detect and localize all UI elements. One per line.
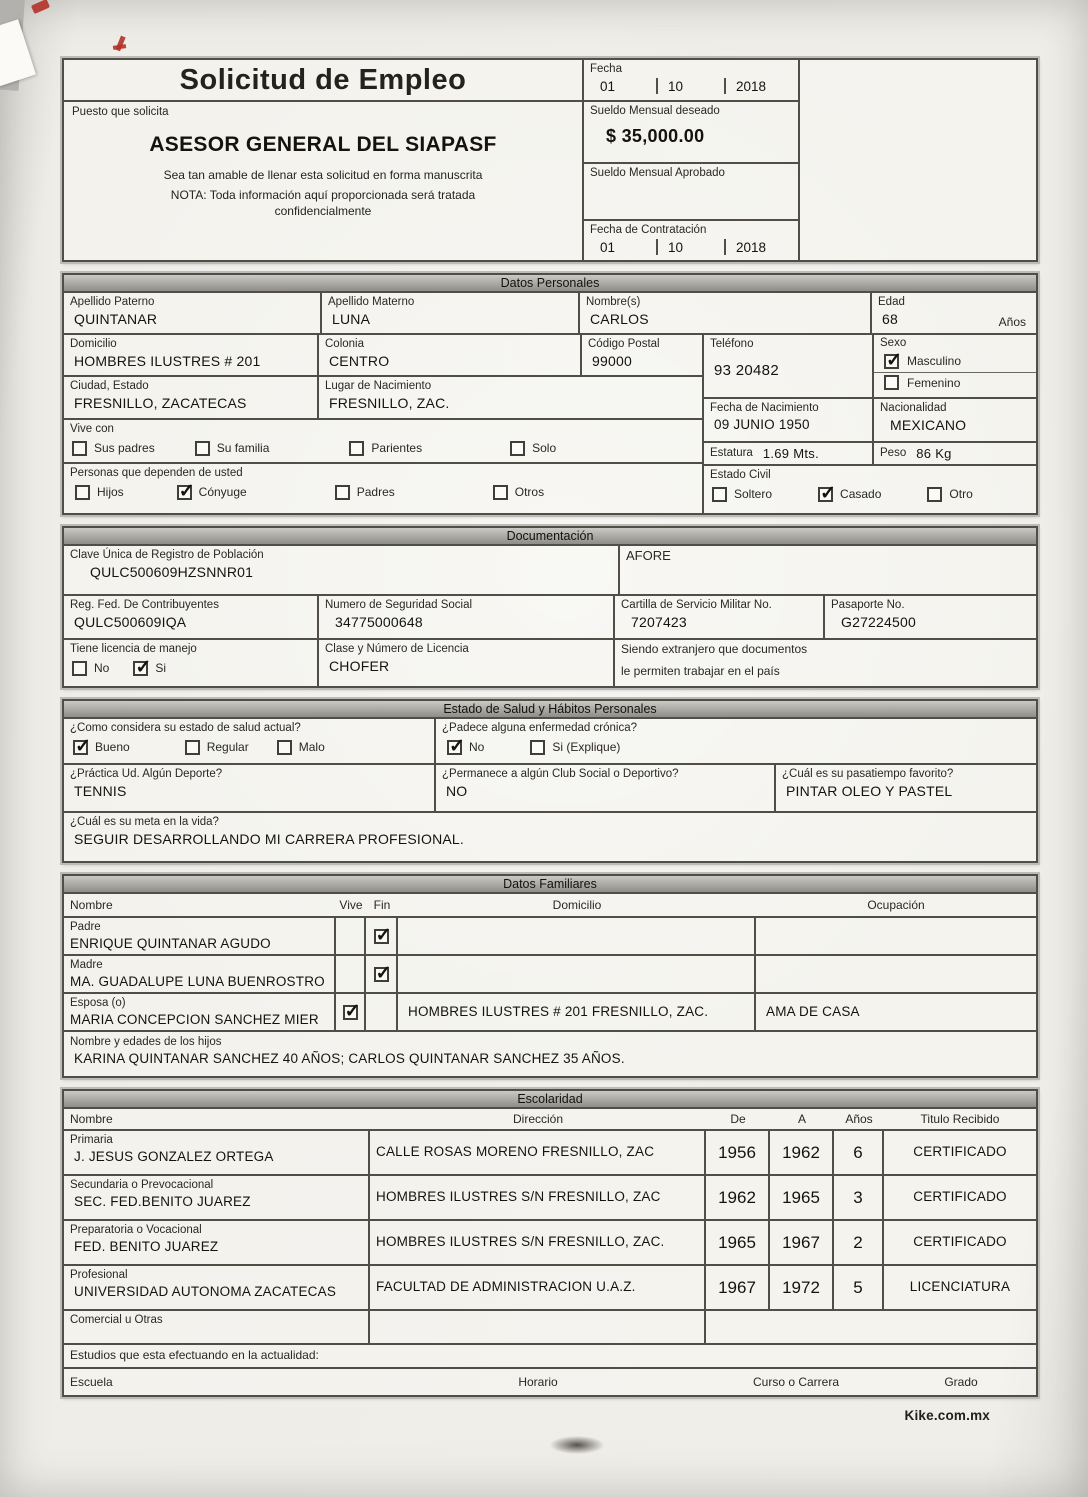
secundaria-a: 1965 [770, 1176, 834, 1219]
pasaporte-field [825, 596, 1036, 638]
licencia-option-si: ✓ Si [133, 661, 166, 676]
nss-label: Numero de Seguridad Social [325, 599, 473, 611]
femenino-checkbox [884, 375, 899, 390]
preparatoria-direccion: HOMBRES ILUSTRES S/N FRESNILLO, ZAC. [376, 1234, 665, 1250]
malo-checkbox [277, 740, 292, 755]
deporte-field [64, 765, 436, 811]
nota-line-2: confidencialmente [274, 204, 372, 219]
header-left-column [64, 60, 584, 260]
licencia-field [64, 640, 319, 686]
documentacion-heading: Documentación [64, 528, 1036, 546]
fecha-nacimiento-label: Fecha de Nacimiento [710, 402, 819, 414]
col-esc-de: De [730, 1112, 746, 1126]
form-title: Solicitud de Empleo [179, 63, 467, 96]
sexo-option-masculino: ✓ Masculino [874, 351, 1036, 372]
meta-label: ¿Cuál es su meta en la vida? [70, 816, 219, 828]
puesto-field [64, 102, 582, 260]
club-field [436, 765, 776, 811]
dependientes-option-hijos: Hijos [75, 485, 124, 500]
vive-con-field [64, 420, 702, 464]
secundaria-de: 1962 [706, 1176, 770, 1219]
codigo-postal-label: Código Postal [588, 338, 660, 350]
estudios-actuales-header-row [64, 1369, 1036, 1395]
profesional-anios: 5 [834, 1266, 884, 1309]
vive-con-option-parientes: Parientes [349, 441, 422, 456]
profesional-direccion: FACULTAD DE ADMINISTRACION U.A.Z. [376, 1279, 636, 1295]
parientes-checkbox [349, 441, 364, 456]
puesto-label: Puesto que solicita [72, 106, 169, 118]
sueldo-aprobado-label: Sueldo Mensual Aprobado [590, 167, 725, 179]
salud-option-malo: Malo [277, 740, 325, 755]
hijos-label: Nombre y edades de los hijos [70, 1036, 222, 1048]
sueldo-deseado-value: $ 35,000.00 [606, 125, 705, 146]
header-middle-column [584, 60, 800, 260]
fecha-field [584, 60, 798, 102]
afore-label: AFORE [626, 548, 671, 563]
vive-con-option-sus-padres: Sus padres [72, 441, 155, 456]
comercial-nivel: Comercial u Otras [70, 1314, 163, 1326]
clase-licencia-label: Clase y Número de Licencia [325, 643, 469, 655]
enfermedad-option-si: Si (Explique) [530, 740, 620, 755]
preparatoria-anios: 2 [834, 1221, 884, 1264]
scan-artifact-torn-paper [0, 19, 36, 87]
preparatoria-nombre: FED. BENITO JUAREZ [74, 1238, 219, 1254]
colonia-label: Colonia [325, 338, 364, 350]
secundaria-nombre: SEC. FED.BENITO JUAREZ [74, 1193, 251, 1209]
clase-licencia-value: CHOFER [329, 657, 390, 674]
peso-label: Peso [880, 447, 907, 460]
col-ocupacion: Ocupación [867, 898, 925, 912]
rfc-label: Reg. Fed. De Contribuyentes [70, 599, 219, 611]
nota-line-1: NOTA: Toda información aquí proporcionada será tratada [170, 187, 476, 202]
preparatoria-de: 1965 [706, 1221, 770, 1264]
codigo-postal-field [582, 335, 702, 375]
lugar-nacimiento-label: Lugar de Nacimiento [325, 380, 432, 392]
fecha-contratacion-label: Fecha de Contratación [590, 224, 707, 236]
estado-civil-label: Estado Civil [710, 469, 771, 481]
apellido-paterno-value: QUINTANAR [74, 310, 158, 327]
profesional-nombre: UNIVERSIDAD AUTONOMA ZACATECAS [74, 1283, 337, 1299]
esposa-fin-checkbox [374, 1005, 389, 1020]
datos-personales-right [704, 335, 1036, 513]
datos-familiares-heading: Datos Familiares [64, 876, 1036, 894]
licencia-no-checkbox [72, 661, 87, 676]
section-datos-personales [62, 273, 1038, 515]
telefono-value: 93 20482 [714, 361, 779, 379]
secundaria-nivel: Secundaria o Prevocacional [70, 1179, 214, 1191]
edad-suffix: Años [998, 314, 1026, 329]
madre-vive-checkbox [343, 967, 358, 982]
secundaria-direccion: HOMBRES ILUSTRES S/N FRESNILLO, ZAC [376, 1189, 661, 1205]
pasatiempo-field [776, 765, 1036, 811]
padre-nombre: ENRIQUE QUINTANAR AGUDO [70, 935, 271, 951]
col-domicilio: Domicilio [552, 898, 602, 912]
club-label: ¿Permanece a algún Club Social o Deportivo? [442, 768, 679, 780]
estado-civil-option-casado: ✓ Casado [818, 487, 881, 502]
salud-heading: Estado de Salud y Hábitos Personales [64, 701, 1036, 719]
padre-fin-checkbox [374, 929, 389, 944]
hijos-checkbox [75, 485, 90, 500]
dependientes-option-otros: Otros [493, 485, 544, 500]
sueldo-deseado-label: Sueldo Mensual deseado [590, 105, 720, 117]
dependientes-option-padres: Padres [335, 485, 395, 500]
sueldo-aprobado-field [584, 164, 798, 221]
col-escuela: Escuela [70, 1375, 113, 1389]
section-salud [62, 699, 1038, 863]
section-documentacion [62, 526, 1038, 688]
profesional-a: 1972 [770, 1266, 834, 1309]
deporte-value: TENNIS [74, 782, 127, 799]
profesional-titulo: LICENCIATURA [909, 1279, 1011, 1295]
solo-checkbox [510, 441, 525, 456]
enfermedad-option-no: ✓ No [447, 740, 484, 755]
col-nombre: Nombre [70, 898, 113, 912]
extranjero-label-1: Siendo extranjero que documentos [621, 642, 808, 656]
vive-con-label: Vive con [70, 423, 114, 435]
estado-civil-field [704, 466, 1036, 513]
col-esc-nombre: Nombre [70, 1112, 113, 1126]
header-section [62, 58, 1038, 262]
col-esc-direccion: Dirección [512, 1112, 563, 1126]
padres-checkbox [335, 485, 350, 500]
nacionalidad-label: Nacionalidad [880, 402, 947, 414]
telefono-label: Teléfono [710, 338, 754, 350]
col-vive: Vive [339, 898, 363, 912]
peso-value: 86 Kg [916, 446, 952, 461]
domicilio-value: HOMBRES ILUSTRES # 201 [74, 352, 261, 369]
licencia-option-no: No [72, 661, 109, 676]
fecha-anio: 2018 [724, 78, 792, 94]
esposa-ocupacion: AMA DE CASA [766, 1003, 860, 1019]
vive-con-option-su-familia: Su familia [195, 441, 270, 456]
sueldo-deseado-field [584, 102, 798, 164]
scan-artifact-ink-blob [550, 1436, 604, 1454]
primaria-nombre: J. JESUS GONZALEZ ORTEGA [74, 1148, 274, 1164]
fecha-contratacion-value [590, 239, 792, 255]
madre-fin-checkbox [374, 967, 389, 982]
colonia-value: CENTRO [329, 352, 390, 369]
estado-civil-option-soltero: Soltero [712, 487, 772, 502]
cartilla-label: Cartilla de Servicio Militar No. [621, 599, 772, 611]
curp-value: QULC500609HZSNNR01 [90, 563, 254, 580]
nota-text [72, 187, 574, 219]
vive-con-option-solo: Solo [510, 441, 556, 456]
telefono-field [704, 335, 874, 397]
meta-value: SEGUIR DESARROLLANDO MI CARRERA PROFESIONAL. [74, 830, 464, 847]
extranjero-label-2: le permiten trabajar en el país [621, 663, 780, 678]
col-fin: Fin [373, 898, 391, 912]
fecha-mes: 10 [656, 78, 724, 94]
estudios-actuales-field [64, 1345, 1036, 1369]
scan-artifact-red-mark-1 [31, 0, 50, 14]
edad-label: Edad [878, 296, 905, 308]
dependientes-field [64, 464, 702, 513]
primaria-de: 1956 [706, 1131, 770, 1174]
bueno-checkbox [73, 740, 88, 755]
curp-label: Clave Única de Registro de Población [70, 549, 264, 561]
contratacion-mes: 10 [656, 239, 724, 255]
estatura-value: 1.69 Mts. [762, 446, 819, 461]
comercial-resto [706, 1311, 1036, 1343]
escolaridad-row-preparatoria [64, 1221, 1036, 1266]
estado-salud-field [64, 719, 436, 763]
secundaria-anios: 3 [834, 1176, 884, 1219]
conyuge-checkbox [177, 485, 192, 500]
pasaporte-label: Pasaporte No. [831, 599, 905, 611]
rfc-value: QULC500609IQA [74, 613, 187, 630]
secundaria-titulo: CERTIFICADO [913, 1189, 1007, 1205]
pasatiempo-value: PINTAR OLEO Y PASTEL [786, 782, 953, 799]
section-escolaridad [62, 1089, 1038, 1397]
dependientes-label: Personas que dependen de usted [70, 467, 243, 479]
nombres-label: Nombre(s) [586, 296, 641, 308]
esposa-vive-checkbox [343, 1005, 358, 1020]
col-grado: Grado [944, 1375, 978, 1389]
escolaridad-row-profesional [64, 1266, 1036, 1311]
licencia-si-checkbox [133, 661, 148, 676]
ciudad-estado-field [64, 377, 319, 418]
fecha-nacimiento-field [704, 399, 874, 441]
familiar-row-esposa [64, 994, 1036, 1032]
hijos-value: KARINA QUINTANAR SANCHEZ 40 AÑOS; CARLOS QUINTANAR SANCHEZ 35 AÑOS. [74, 1050, 625, 1066]
contratacion-dia: 01 [600, 239, 616, 255]
apellido-materno-field [322, 293, 580, 333]
madre-relacion: Madre [70, 959, 103, 971]
preparatoria-nivel: Preparatoria o Vocacional [70, 1224, 202, 1236]
enfermedad-field [436, 719, 1036, 763]
scan-artifact-red-mark-3 [113, 44, 126, 50]
esposa-domicilio: HOMBRES ILUSTRES # 201 FRESNILLO, ZAC. [408, 1003, 709, 1019]
dependientes-option-conyuge: ✓ Cónyuge [177, 485, 247, 500]
header-empty-area [800, 60, 1036, 260]
enfermedad-no-checkbox [447, 740, 462, 755]
familiares-header-row [64, 894, 1036, 918]
edad-value: 68 [882, 310, 898, 327]
codigo-postal-value: 99000 [592, 352, 632, 369]
col-horario: Horario [518, 1375, 558, 1389]
ciudad-estado-value: FRESNILLO, ZACATECAS [74, 394, 247, 411]
cartilla-value: 7207423 [631, 613, 687, 630]
lugar-nacimiento-value: FRESNILLO, ZAC. [329, 394, 450, 411]
clase-licencia-field [319, 640, 615, 686]
fecha-dia: 01 [600, 78, 616, 94]
escolaridad-header-row [64, 1109, 1036, 1131]
peso-field [874, 443, 1036, 464]
estado-salud-label: ¿Como considera su estado de salud actual? [70, 722, 301, 734]
pasaporte-value: G27224500 [841, 613, 916, 630]
masculino-checkbox [884, 354, 899, 369]
meta-field [64, 813, 1036, 861]
escolaridad-row-primaria [64, 1131, 1036, 1176]
col-esc-anios: Años [845, 1112, 873, 1126]
padre-relacion: Padre [70, 921, 101, 933]
profesional-de: 1967 [706, 1266, 770, 1309]
apellido-paterno-field [64, 293, 322, 333]
instructions-text: Sea tan amable de llenar esta solicitud en forma manuscrita [163, 167, 483, 182]
footer-watermark: Kike.com.mx [904, 1408, 990, 1423]
sexo-label: Sexo [880, 337, 907, 349]
licencia-label: Tiene licencia de manejo [70, 643, 197, 655]
enfermedad-si-checkbox [530, 740, 545, 755]
familiar-row-madre [64, 956, 1036, 994]
pasatiempo-label: ¿Cuál es su pasatiempo favorito? [782, 768, 954, 780]
solicitud-de-empleo-form [62, 58, 1038, 1423]
apellido-materno-label: Apellido Materno [328, 296, 415, 308]
fecha-label: Fecha [590, 63, 622, 75]
nombres-value: CARLOS [590, 310, 649, 327]
nacionalidad-field [874, 399, 1036, 441]
rfc-field [64, 596, 319, 638]
apellido-materno-value: LUNA [332, 310, 371, 327]
hijos-field [64, 1032, 1036, 1076]
domicilio-label: Domicilio [70, 338, 117, 350]
nss-value: 34775000648 [335, 613, 423, 630]
contratacion-anio: 2018 [724, 239, 792, 255]
padre-vive-checkbox [343, 929, 358, 944]
sexo-field [874, 335, 1036, 397]
estado-civil-option-otro: Otro [927, 487, 972, 502]
puesto-value: ASESOR GENERAL DEL SIAPASF [149, 132, 497, 156]
primaria-anios: 6 [834, 1131, 884, 1174]
familiar-row-padre [64, 918, 1036, 956]
soltero-checkbox [712, 487, 727, 502]
estatura-label: Estatura [710, 447, 753, 460]
preparatoria-a: 1967 [770, 1221, 834, 1264]
col-curso: Curso o Carrera [752, 1375, 840, 1389]
casado-checkbox [818, 487, 833, 502]
comercial-direccion [370, 1311, 706, 1343]
section-datos-familiares [62, 874, 1038, 1078]
datos-personales-left [64, 335, 704, 513]
estudios-actuales-label: Estudios que esta efectuando en la actualidad: [70, 1348, 319, 1362]
lugar-nacimiento-field [319, 377, 702, 418]
estatura-field [704, 443, 874, 464]
nombres-field [580, 293, 872, 333]
nacionalidad-value: MEXICANO [890, 416, 967, 433]
profesional-nivel: Profesional [70, 1269, 128, 1281]
salud-option-bueno: ✓ Bueno [73, 740, 130, 755]
sexo-option-femenino: Femenino [874, 372, 1036, 393]
club-value: NO [446, 782, 468, 799]
enfermedad-label: ¿Padece alguna enfermedad crónica? [442, 722, 637, 734]
apellido-paterno-label: Apellido Paterno [70, 296, 155, 308]
su-familia-checkbox [195, 441, 210, 456]
primaria-direccion: CALLE ROSAS MORENO FRESNILLO, ZAC [376, 1144, 655, 1160]
esposa-nombre: MARIA CONCEPCION SANCHEZ MIER [70, 1011, 319, 1027]
primaria-nivel: Primaria [70, 1134, 113, 1146]
extranjero-field [615, 640, 1036, 686]
sus-padres-checkbox [72, 441, 87, 456]
domicilio-field [64, 335, 319, 375]
otro-checkbox [927, 487, 942, 502]
edad-field [872, 293, 1036, 333]
fecha-nacimiento-value: 09 JUNIO 1950 [714, 416, 810, 432]
madre-nombre: MA. GUADALUPE LUNA BUENROSTRO [70, 973, 325, 989]
datos-personales-heading: Datos Personales [64, 275, 1036, 293]
primaria-a: 1962 [770, 1131, 834, 1174]
escolaridad-heading: Escolaridad [64, 1091, 1036, 1109]
nss-field [319, 596, 615, 638]
otros-checkbox [493, 485, 508, 500]
col-esc-titulo: Titulo Recibido [920, 1112, 1000, 1126]
primaria-titulo: CERTIFICADO [913, 1144, 1007, 1160]
afore-field [620, 546, 1036, 594]
title-box [64, 60, 582, 102]
cartilla-field [615, 596, 825, 638]
col-esc-a: A [797, 1112, 806, 1126]
ciudad-estado-label: Ciudad, Estado [70, 380, 149, 392]
curp-field [64, 546, 620, 594]
escolaridad-row-comercial [64, 1311, 1036, 1345]
preparatoria-titulo: CERTIFICADO [913, 1234, 1007, 1250]
salud-option-regular: Regular [185, 740, 249, 755]
esposa-relacion: Esposa (o) [70, 997, 126, 1009]
deporte-label: ¿Práctica Ud. Algún Deporte? [70, 768, 223, 780]
colonia-field [319, 335, 582, 375]
regular-checkbox [185, 740, 200, 755]
fecha-value [590, 78, 792, 94]
escolaridad-row-secundaria [64, 1176, 1036, 1221]
fecha-contratacion-field [584, 221, 798, 260]
